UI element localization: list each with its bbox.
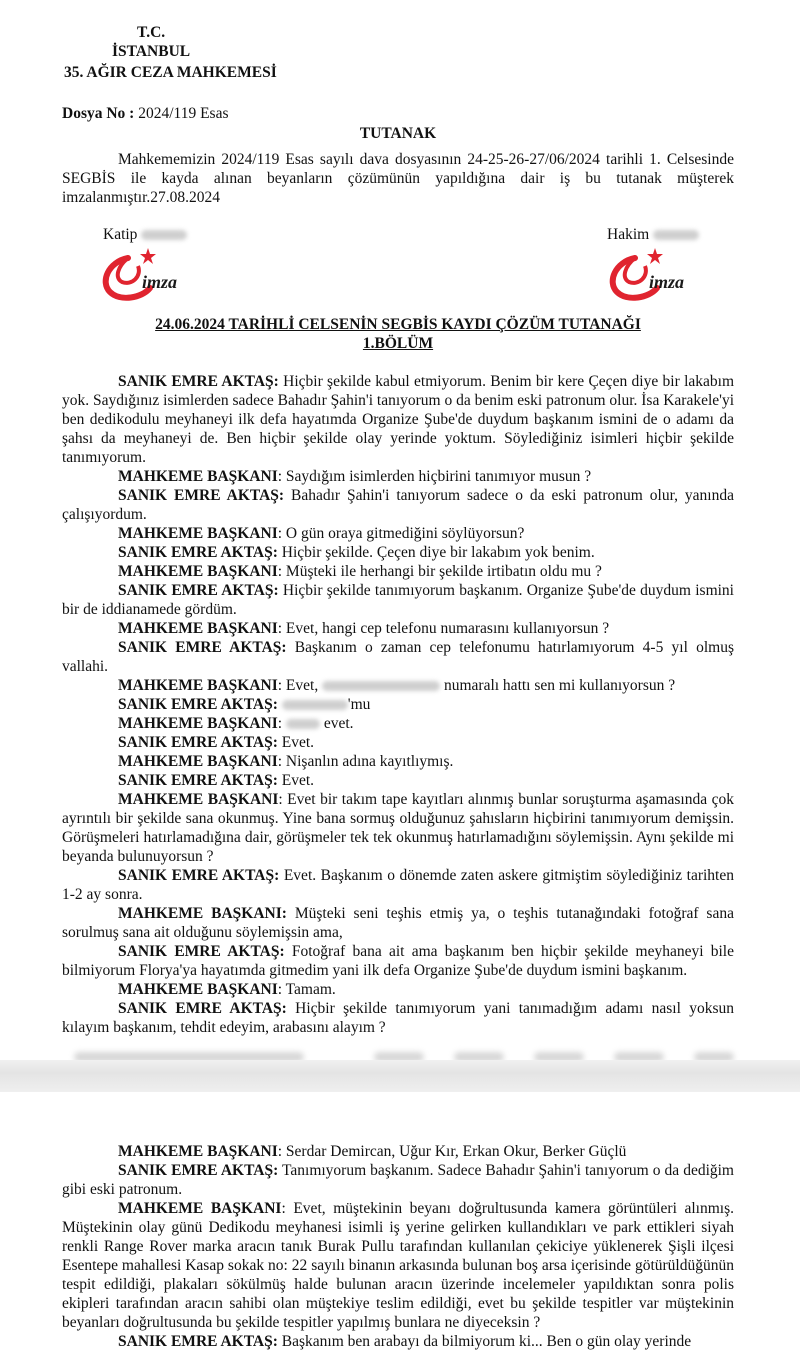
statement-text: : O gün oraya gitmediğini söylüyorsun? <box>277 525 525 542</box>
statement-text: : Müşteki ile herhangi bir şekilde irtibatın oldu mu ? <box>277 563 602 580</box>
svg-text:imza: imza <box>649 272 685 292</box>
transcript-paragraph <box>62 486 734 524</box>
speaker-label: MAHKEME BAŞKANI <box>118 715 278 732</box>
transcript-paragraph <box>62 790 734 866</box>
transcript-paragraph <box>62 866 734 904</box>
speaker-label: SANIK EMRE AKTAŞ: <box>118 734 278 751</box>
speaker-label: MAHKEME BAŞKANI <box>118 620 278 637</box>
transcript-paragraph <box>62 904 734 942</box>
speaker-label: SANIK EMRE AKTAŞ: <box>118 1162 279 1179</box>
statement-text: Hiçbir şekilde tanımıyorum yani tanımadığım adamı nasıl yoksun kılayım başkanım, tehdit edeyim, arabasını alayım ? <box>62 1000 735 1036</box>
statement-text: : Saydığım isimlerden hiçbirini tanımıyor musun ? <box>277 468 592 485</box>
speaker-label: SANIK EMRE AKTAŞ: <box>118 1000 287 1017</box>
speaker-label: MAHKEME BAŞKANI <box>118 791 279 808</box>
document-page-2 <box>0 1092 800 1350</box>
statement-text: : Tamam. <box>277 981 336 998</box>
file-number-label: Dosya No : <box>62 105 135 122</box>
statement-text: Fotoğraf bana ait ama başkanım ben hiçbir şekilde meyhaneyi bile bilmiyorum Florya'ya hayatımda gitmedim yani ilk defa Organize Şube'de duydum ismini başkanım. <box>62 943 734 979</box>
statement-text: numaralı hattı sen mi kullanıyorsun ? <box>440 677 676 694</box>
statement-text: : Evet, müştekinin beyanı doğrultusunda kamera görüntüleri alınmış. Müştekinin olay günü Dedikodu meyhanesi isimli iş yerine gelirken kullandıkları ve park ettikleri siyah renkli Range Rover marka aracın tanık Burak Pullu tarafından kullanılan çekiciye yüklenerek Şişli ilçesi Esentepe mahallesi Kasap sokak no: 22 sayılı binanın arkasında bulunan boş arsa içerisinde götürüldüğünün tespit edildiği, plakaları sökülmüş halde bulunan aracın üzerinde incelemeler yapıldıktan sonra polis ekipleri tarafından aracın sahibi olan müştekiye teslim edildiği, evet bu şekilde tespitler var müştekinin beyanları doğrultusunda bu şekilde tespitler yapılmış bunlara ne diyeceksin ? <box>62 1200 734 1331</box>
speaker-label: MAHKEME BAŞKANI <box>118 677 278 694</box>
speaker-label: MAHKEME BAŞKANI <box>118 981 278 998</box>
transcript-paragraph <box>62 619 734 638</box>
transcript-paragraph <box>62 714 734 733</box>
statement-text: Başkanım ben arabayı da bilmiyorum ki... Ben o gün olay yerinde <box>277 1333 692 1350</box>
transcript-paragraph <box>62 372 734 467</box>
section-subtitle: 1.BÖLÜM <box>362 335 434 352</box>
transcript-paragraph <box>62 562 734 581</box>
speaker-label: SANIK EMRE AKTAŞ: <box>118 1333 278 1350</box>
speaker-label: SANIK EMRE AKTAŞ: <box>118 639 287 656</box>
statement-text: Bahadır Şahin'i tanıyorum sadece o da eski patronum olur, yanında çalışıyordum. <box>62 487 734 523</box>
speaker-label: MAHKEME BAŞKANI <box>118 563 278 580</box>
transcript-paragraph <box>62 638 734 676</box>
intro-text: Mahkememizin 2024/119 Esas sayılı dava dosyasının 24-25-26-27/06/2024 tarihli 1. Celsesinde SEGBİS ile kayda alınan beyanların çözümünün yapıldığına dair iş bu tutanak müşterek imzalanmıştır.27.08.2024 <box>62 151 734 206</box>
transcript-paragraph <box>62 1332 734 1351</box>
transcript-paragraph <box>62 771 734 790</box>
redacted-phone <box>322 681 440 691</box>
katip-label: Katip <box>103 226 138 243</box>
statement-text: Hiçbir şekilde tanımıyorum başkanım. Organize Şube'de duydum ismini bir de iddianamede gördüm. <box>62 582 734 618</box>
header-court: 35. AĞIR CEZA MAHKEMESİ <box>64 64 277 81</box>
katip-signature <box>103 226 187 244</box>
statement-text: Müşteki seni teşhis etmiş ya, o teşhis tutanağındaki fotoğraf sana sorulmuş sana ait olduğunu söylemişsin ama, <box>62 905 734 941</box>
transcript-paragraph <box>62 1161 734 1199</box>
header-tc: T.C. <box>137 24 166 41</box>
speaker-label: MAHKEME BAŞKANI: <box>118 905 287 922</box>
statement-text: 'mu <box>347 696 371 713</box>
statement-text: : <box>277 715 286 732</box>
speaker-label: SANIK EMRE AKTAŞ: <box>118 943 285 960</box>
file-number <box>62 105 229 123</box>
redacted-id <box>141 230 187 240</box>
transcript-paragraph <box>62 676 734 695</box>
speaker-label: SANIK EMRE AKTAŞ: <box>118 544 278 561</box>
header-city: İSTANBUL <box>112 43 191 60</box>
file-number-value: 2024/119 Esas <box>138 105 229 122</box>
page-gap <box>0 1060 800 1092</box>
document-title: TUTANAK <box>359 125 437 142</box>
statement-text: : Nişanlın adına kayıtlıymış. <box>277 753 454 770</box>
statement-text: : Evet bir takım tape kayıtları alınmış bunlar soruşturma aşamasında çok ayrıntılı bir şekilde sana okunmuş. Yine bana sormuş olduğunuz şahısların hiçbirini tanımıyorum demişsin. Görüşmeleri hatırlamadığına dair, görüşmeler tek tek okunmuş hatırlamadığını söylemişsin. Aynı şekilde mi beyanda bulunuyorsun ? <box>62 791 734 865</box>
transcript-paragraph <box>62 695 734 714</box>
intro-paragraph <box>62 150 734 207</box>
statement-text: Hiçbir şekilde. Çeçen diye bir lakabım yok benim. <box>277 544 595 561</box>
statement-text: Tanımıyorum başkanım. Sadece Bahadır Şahin'i tanıyorum o da dediğim gibi eski patronum. <box>62 1162 734 1198</box>
e-imza-logo-icon <box>98 244 198 302</box>
transcript-paragraph <box>62 467 734 486</box>
section-title: 24.06.2024 TARİHLİ CELSENİN SEGBİS KAYDI ÇÖZÜM TUTANAĞI <box>155 316 641 333</box>
statement-text: : Evet, hangi cep telefonu numarasını kullanıyorsun ? <box>277 620 610 637</box>
speaker-label: SANIK EMRE AKTAŞ: <box>118 373 279 390</box>
statement-text: Evet. Başkanım o dönemde zaten askere gitmiştim söylediğiniz tarihten 1-2 ay sonra. <box>62 867 734 903</box>
transcript-paragraph <box>62 543 734 562</box>
speaker-label: SANIK EMRE AKTAŞ: <box>118 772 278 789</box>
transcript-paragraph <box>62 1199 734 1332</box>
hakim-signature <box>607 226 699 244</box>
transcript-paragraph <box>62 752 734 771</box>
transcript-page-2 <box>62 1142 734 1351</box>
speaker-label: MAHKEME BAŞKANI <box>118 753 278 770</box>
transcript-paragraph <box>62 999 734 1037</box>
statement-text: Evet. <box>277 772 315 789</box>
speaker-label: SANIK EMRE AKTAŞ: <box>118 696 278 713</box>
speaker-label: MAHKEME BAŞKANI <box>118 468 278 485</box>
transcript-paragraph <box>62 733 734 752</box>
speaker-label: MAHKEME BAŞKANI <box>118 1143 278 1160</box>
e-imza-logo-icon <box>605 244 705 302</box>
transcript-paragraph <box>62 524 734 543</box>
svg-text:imza: imza <box>142 272 178 292</box>
transcript-paragraph <box>62 942 734 980</box>
transcript-paragraph <box>62 980 734 999</box>
speaker-label: MAHKEME BAŞKANI <box>118 525 278 542</box>
statement-text: : Evet, <box>277 677 323 694</box>
redacted-phone <box>286 719 320 729</box>
speaker-label: SANIK EMRE AKTAŞ: <box>118 582 279 599</box>
hakim-label: Hakim <box>607 226 650 243</box>
redacted-phone <box>282 700 348 710</box>
speaker-label: SANIK EMRE AKTAŞ: <box>118 487 285 504</box>
statement-text: : Serdar Demircan, Uğur Kır, Erkan Okur, Berker Güçlü <box>277 1143 627 1160</box>
statement-text: evet. <box>319 715 354 732</box>
redacted-id <box>653 230 699 240</box>
statement-text: Evet. <box>277 734 315 751</box>
statement-text: Hiçbir şekilde kabul etmiyorum. Benim bir kere Çeçen diye bir lakabım yok. Saydığınız isimlerden sadece Bahadır Şahin'i tanıyorum o da benim eski patronum olur. İsa Karakele'yi ben dedikodulu meyhaneyi ilk defa hayatımda Organize Şube'de duydum başkanım ismini de o adamı da şahsı da meyhaneyi de. Ben hiçbir şekilde olay yerinde yoktum. Söylediğiniz isimleri hiçbir şekilde tanımıyorum. <box>62 373 735 466</box>
transcript-page-1 <box>62 372 734 1037</box>
transcript-paragraph <box>62 581 734 619</box>
statement-text: Başkanım o zaman cep telefonumu hatırlamıyorum 4-5 yıl olmuş vallahi. <box>62 639 734 675</box>
transcript-paragraph <box>62 1142 734 1161</box>
speaker-label: MAHKEME BAŞKANI <box>118 1200 282 1217</box>
speaker-label: SANIK EMRE AKTAŞ: <box>118 867 280 884</box>
